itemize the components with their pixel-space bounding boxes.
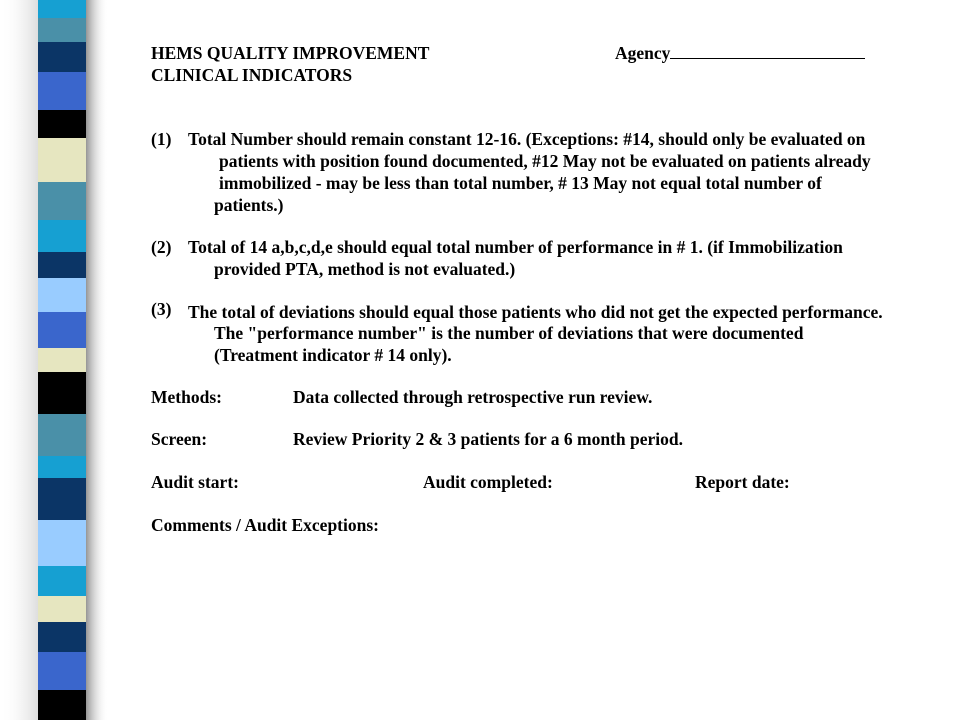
screen-value: Review Priority 2 & 3 patients for a 6 month period.: [293, 429, 683, 449]
item-3-number: (3): [151, 299, 172, 319]
item-3-line-2: The "performance number" is the number of deviations that were documented: [214, 323, 804, 343]
item-1-line-3: immobilized - may be less than total number, # 13 May not equal total number of: [219, 173, 822, 193]
item-1-line-4: patients.): [214, 195, 284, 215]
item-1-line-1: Total Number should remain constant 12-16. (Exceptions: #14, should only be evaluated on: [188, 129, 866, 149]
methods-label: Methods:: [151, 387, 222, 407]
report-date-label: Report date:: [695, 472, 790, 492]
audit-start-label: Audit start:: [151, 472, 239, 492]
comments-label: Comments / Audit Exceptions:: [151, 515, 379, 535]
agency-label: Agency: [615, 43, 671, 63]
item-1-line-2: patients with position found documented, #12 May not be evaluated on patients already: [219, 151, 871, 171]
item-3-line-1: The total of deviations should equal those patients who did not get the expected performance.: [188, 302, 883, 322]
audit-completed-label: Audit completed:: [423, 472, 553, 492]
methods-value: Data collected through retrospective run review.: [293, 387, 653, 407]
item-3-line-3: (Treatment indicator # 14 only).: [214, 345, 452, 365]
item-2-line-2: provided PTA, method is not evaluated.): [214, 259, 516, 279]
item-2-number: (2): [151, 237, 172, 257]
agency-blank-line: [670, 44, 865, 59]
item-2-line-1: Total of 14 a,b,c,d,e should equal total number of performance in # 1. (if Immobilization: [188, 237, 843, 257]
document-title-line2: CLINICAL INDICATORS: [151, 65, 353, 85]
item-1-number: (1): [151, 129, 172, 149]
agency-field: [615, 42, 865, 64]
screen-label: Screen:: [151, 429, 208, 449]
document-title-line1: HEMS QUALITY IMPROVEMENT: [151, 43, 430, 63]
